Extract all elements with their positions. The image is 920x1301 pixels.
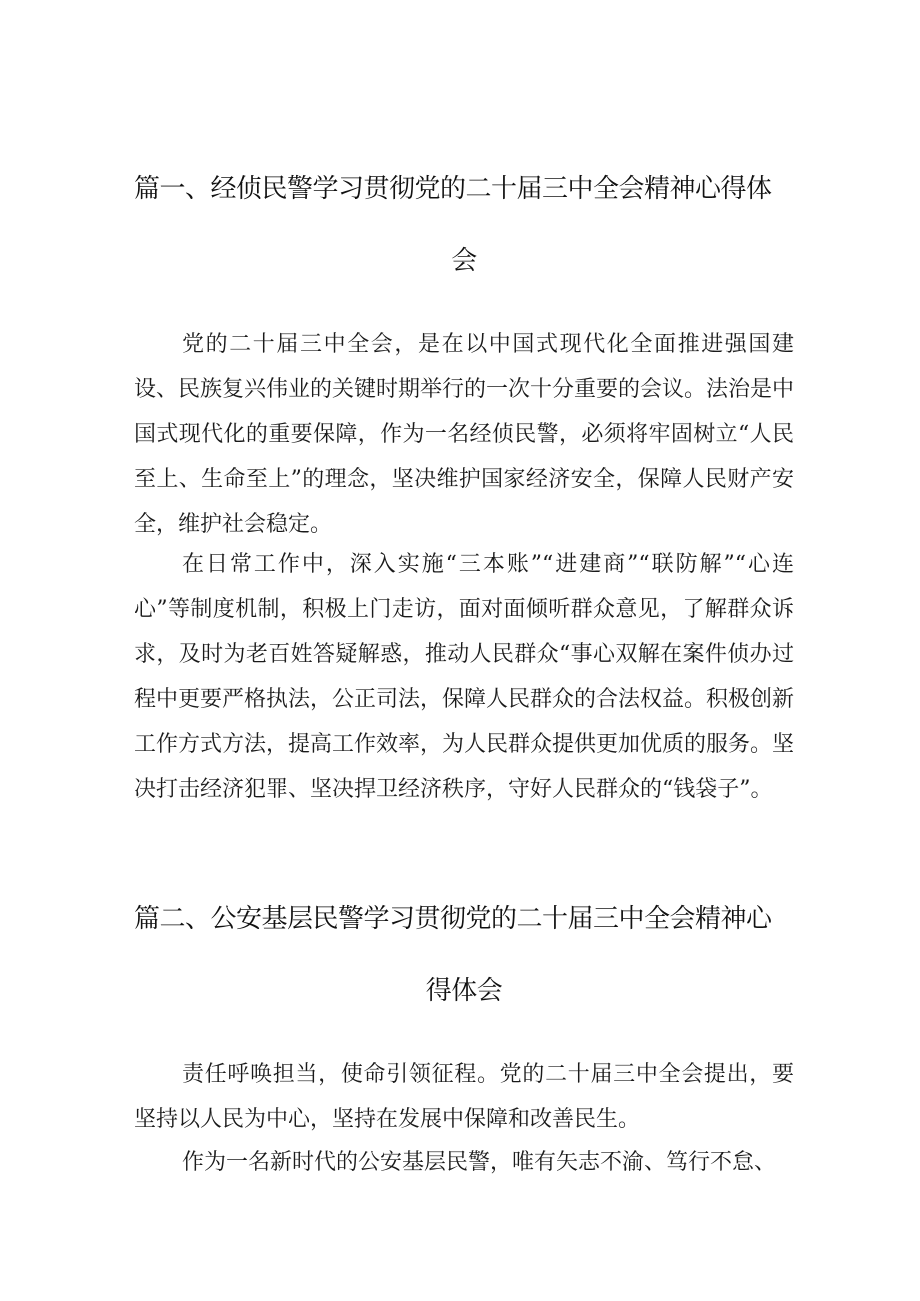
section-1-paragraph-2: 在日常工作中，深入实施“三本账”“进建商”“联防解”“心连心”等制度机制，积极上门走访，面对面倾听群众意见，了解群众诉求，及时为老百姓答疑解惑，推动人民群众“事心双解在案件侦办过程中更要严格执法，公正司法，保障人民群众的合法权益。积极创新工作方式方法，提高工作效率，为人民群众提供更加优质的服务。坚决打击经济犯罪、坚决捍卫经济秩序，守好人民群众的“钱袋子”。 [134, 552, 795, 802]
section-2-paragraph-2: 作为一名新时代的公安基层民警，唯有矢志不渝、笃行不怠、 [182, 1150, 777, 1175]
section-1-title-line-2: 会 [451, 246, 477, 276]
section-1-title [134, 170, 794, 280]
section-2-paragraph-1: 责任呼唤担当，使命引领征程。党的二十届三中全会提出，要坚持以人民为中心，坚持在发展中保障和改善民生。 [134, 1062, 794, 1132]
section-2-title-line-1: 篇二、公安基层民警学习贯彻党的二十届三中全会精神心 [134, 904, 772, 934]
section-2-title [134, 900, 794, 1010]
section-1-paragraph-1: 党的二十届三中全会，是在以中国式现代化全面推进强国建设、民族复兴伟业的关键时期举行的一次十分重要的会议。法治是中国式现代化的重要保障，作为一名经侦民警，必须将牢固树立“人民至上、生命至上”的理念，坚决维护国家经济安全，保障人民财产安全，维护社会稳定。 [134, 332, 795, 537]
section-1-title-line-1: 篇一、经侦民警学习贯彻党的二十届三中全会精神心得体 [134, 174, 772, 204]
section-2-title-line-2: 得体会 [425, 976, 503, 1006]
